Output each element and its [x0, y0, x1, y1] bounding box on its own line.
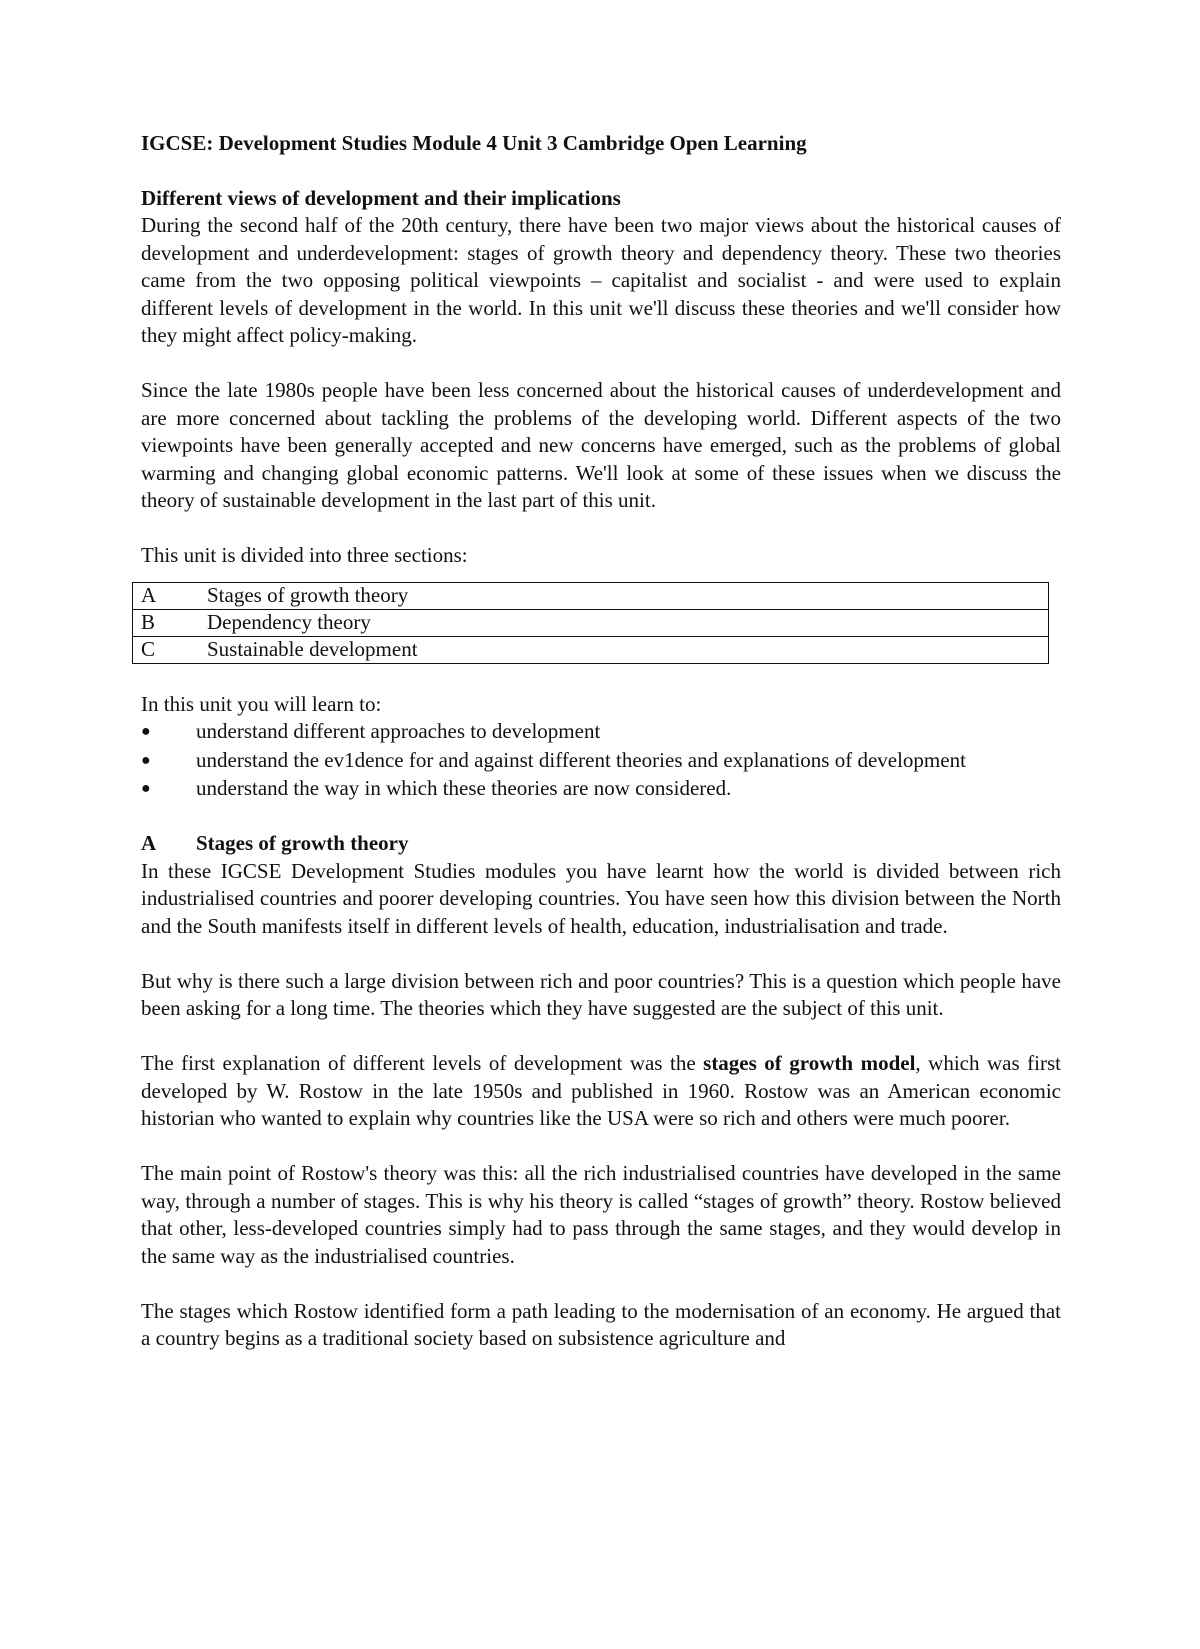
main-heading: Different views of development and their implications — [141, 185, 621, 210]
sections-table — [132, 582, 1049, 664]
list-item — [141, 718, 1061, 746]
bullet-icon: ● — [141, 723, 151, 740]
section-title: Sustainable development — [207, 636, 1049, 663]
intro-paragraph-2: Since the late 1980s people have been less concerned about the historical causes of underdevelopment and are more concerned about tackling the problems of the developing world. Different aspects of the two viewpoints have been generally accepted and new concerns have emerged, such as the problems of global warming and changing global economic patterns. We'll look at some of these issues when we discuss the theory of sustainable development in the last part of this unit. — [141, 378, 1061, 512]
document-page — [141, 130, 1061, 1380]
section-a-paragraph-3 — [141, 1050, 1061, 1133]
document-header: IGCSE: Development Studies Module 4 Unit 3 Cambridge Open Learning — [141, 131, 807, 155]
bullet-icon: ● — [141, 751, 151, 769]
section-title: Stages of growth theory — [207, 582, 1049, 609]
table-row — [133, 582, 1049, 609]
paragraph-3-pre: The first explanation of different levels of development was the — [141, 1051, 704, 1075]
objective-text: understand the ev1dence for and against different theories and explanations of development — [196, 747, 966, 772]
list-item — [141, 775, 1061, 803]
section-a-paragraph-2: But why is there such a large division between rich and poor countries? This is a question which people have been asking for a long time. The theories which they have suggested are the subject of this unit. — [141, 968, 1061, 1020]
intro-paragraph-1: During the second half of the 20th century, there have been two major views about the historical causes of development and underdevelopment: stages of growth theory and dependency theory. These two theories came from the two opposing political viewpoints – capitalist and socialist - and were used to explain different levels of development in the world. In this unit we'll discuss these theories and we'll consider how they might affect policy-making. — [141, 213, 1061, 347]
paragraph-3-post: , which was first developed by W. Rostow in the late 1950s and published in 1960. Rostow was an American economic historian who wanted to explain why countries like the USA were so rich and others were much poorer. — [141, 1051, 1061, 1130]
objective-text: understand different approaches to development — [196, 719, 601, 743]
section-a-title: Stages of growth theory — [196, 831, 409, 855]
objectives-list — [141, 718, 1061, 803]
table-row — [133, 609, 1049, 636]
bullet-icon: ● — [141, 780, 151, 797]
learn-intro: In this unit you will learn to: — [141, 691, 382, 716]
objective-text: understand the way in which these theories are now considered. — [196, 776, 732, 800]
table-row — [133, 636, 1049, 663]
section-letter: A — [133, 582, 208, 609]
section-a-letter: A — [141, 831, 157, 855]
section-a-paragraph-4: The main point of Rostow's theory was this: all the rich industrialised countries have developed in the same way, through a number of stages. This is why his theory is called “stages of growth” theory. Rostow believed that other, less-developed countries simply had to pass through the same stages, and they would develop in the same way as the industrialised countries. — [141, 1161, 1061, 1268]
section-title: Dependency theory — [207, 609, 1049, 636]
section-letter: C — [133, 636, 208, 663]
section-letter: B — [133, 609, 208, 636]
section-a-paragraph-5: The stages which Rostow identified form a path leading to the modernisation of an economy. He argued that a country begins as a traditional society based on subsistence agriculture and — [141, 1298, 1061, 1350]
stages-of-growth-model-term: stages of growth model — [703, 1051, 916, 1075]
section-a-paragraph-1: In these IGCSE Development Studies modules you have learnt how the world is divided between rich industrialised countries and poorer developing countries. You have seen how this division between the North and the South manifests itself in different levels of health, education, industrialisation and trade. — [141, 858, 1061, 938]
intro-paragraph-3: This unit is divided into three sections: — [141, 543, 468, 567]
list-item — [141, 747, 1061, 775]
section-a-heading — [141, 830, 1061, 858]
